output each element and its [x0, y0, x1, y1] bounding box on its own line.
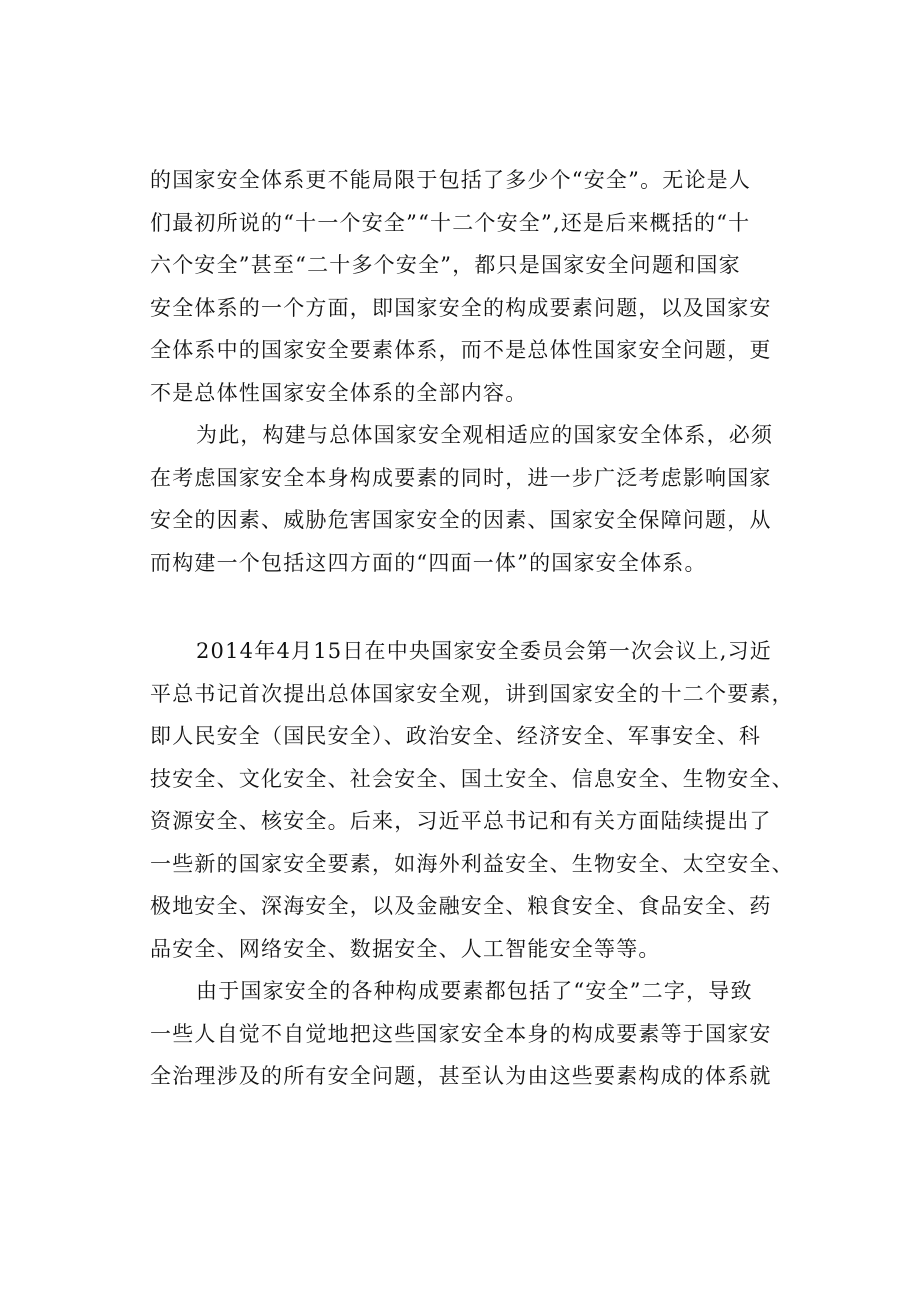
paragraph-3: [150, 630, 815, 970]
paragraph-line: 品安全、网络安全、数据安全、人工智能安全等等。: [150, 936, 661, 961]
paragraph-4: [150, 970, 815, 1098]
paragraph-line: 即人民安全（国民安全）、政治安全、经济安全、军事安全、科: [150, 724, 762, 748]
paragraph-line: 2014年4月15日在中央国家安全委员会第一次会议上,习近: [196, 639, 772, 663]
paragraph-2: [150, 414, 815, 584]
text-section-1: [150, 159, 815, 584]
paragraph-line: 们最初所说的“十一个安全”“十二个安全”,还是后来概括的“十: [150, 210, 751, 235]
paragraph-line: 六个安全”甚至“二十多个安全”，都只是国家安全问题和国家: [150, 253, 741, 277]
paragraph-line: 全体系中的国家安全要素体系，而不是总体性国家安全问题，更: [150, 338, 772, 362]
paragraph-line: 由于国家安全的各种构成要素都包括了“安全”二字，导致: [196, 979, 753, 1003]
paragraph-line: 一些人自觉不自觉地把这些国家安全本身的构成要素等于国家安: [150, 1021, 772, 1046]
paragraph-line: 资源安全、核安全。后来，习近平总书记和有关方面陆续提出了: [150, 809, 772, 833]
paragraph-1: [150, 159, 815, 414]
paragraph-line: 而构建一个包括这四方面的“四面一体”的国家安全体系。: [150, 550, 707, 575]
text-section-2: [150, 630, 815, 1098]
paragraph-line: 的国家安全体系更不能局限于包括了多少个“安全”。无论是人: [150, 168, 752, 192]
paragraph-line: 不是总体性国家安全体系的全部内容。: [150, 380, 528, 405]
paragraph-line: 极地安全、深海安全，以及金融安全、粮食安全、食品安全、药: [150, 894, 772, 918]
paragraph-line: 技安全、文化安全、社会安全、国土安全、信息安全、生物安全、: [150, 766, 794, 791]
paragraph-line: 平总书记首次提出总体国家安全观，讲到国家安全的十二个要素，: [150, 681, 794, 706]
paragraph-line: 安全体系的一个方面，即国家安全的构成要素问题，以及国家安: [150, 295, 772, 320]
paragraph-line: 全治理涉及的所有安全问题，甚至认为由这些要素构成的体系就: [150, 1064, 772, 1088]
paragraph-line: 为此，构建与总体国家安全观相适应的国家安全体系，必须: [196, 423, 774, 447]
paragraph-line: 一些新的国家安全要素，如海外利益安全、生物安全、太空安全、: [150, 851, 794, 876]
paragraph-line: 安全的因素、威胁危害国家安全的因素、国家安全保障问题，从: [150, 508, 772, 532]
paragraph-line: 在考虑国家安全本身构成要素的同时，进一步广泛考虑影响国家: [150, 465, 772, 490]
